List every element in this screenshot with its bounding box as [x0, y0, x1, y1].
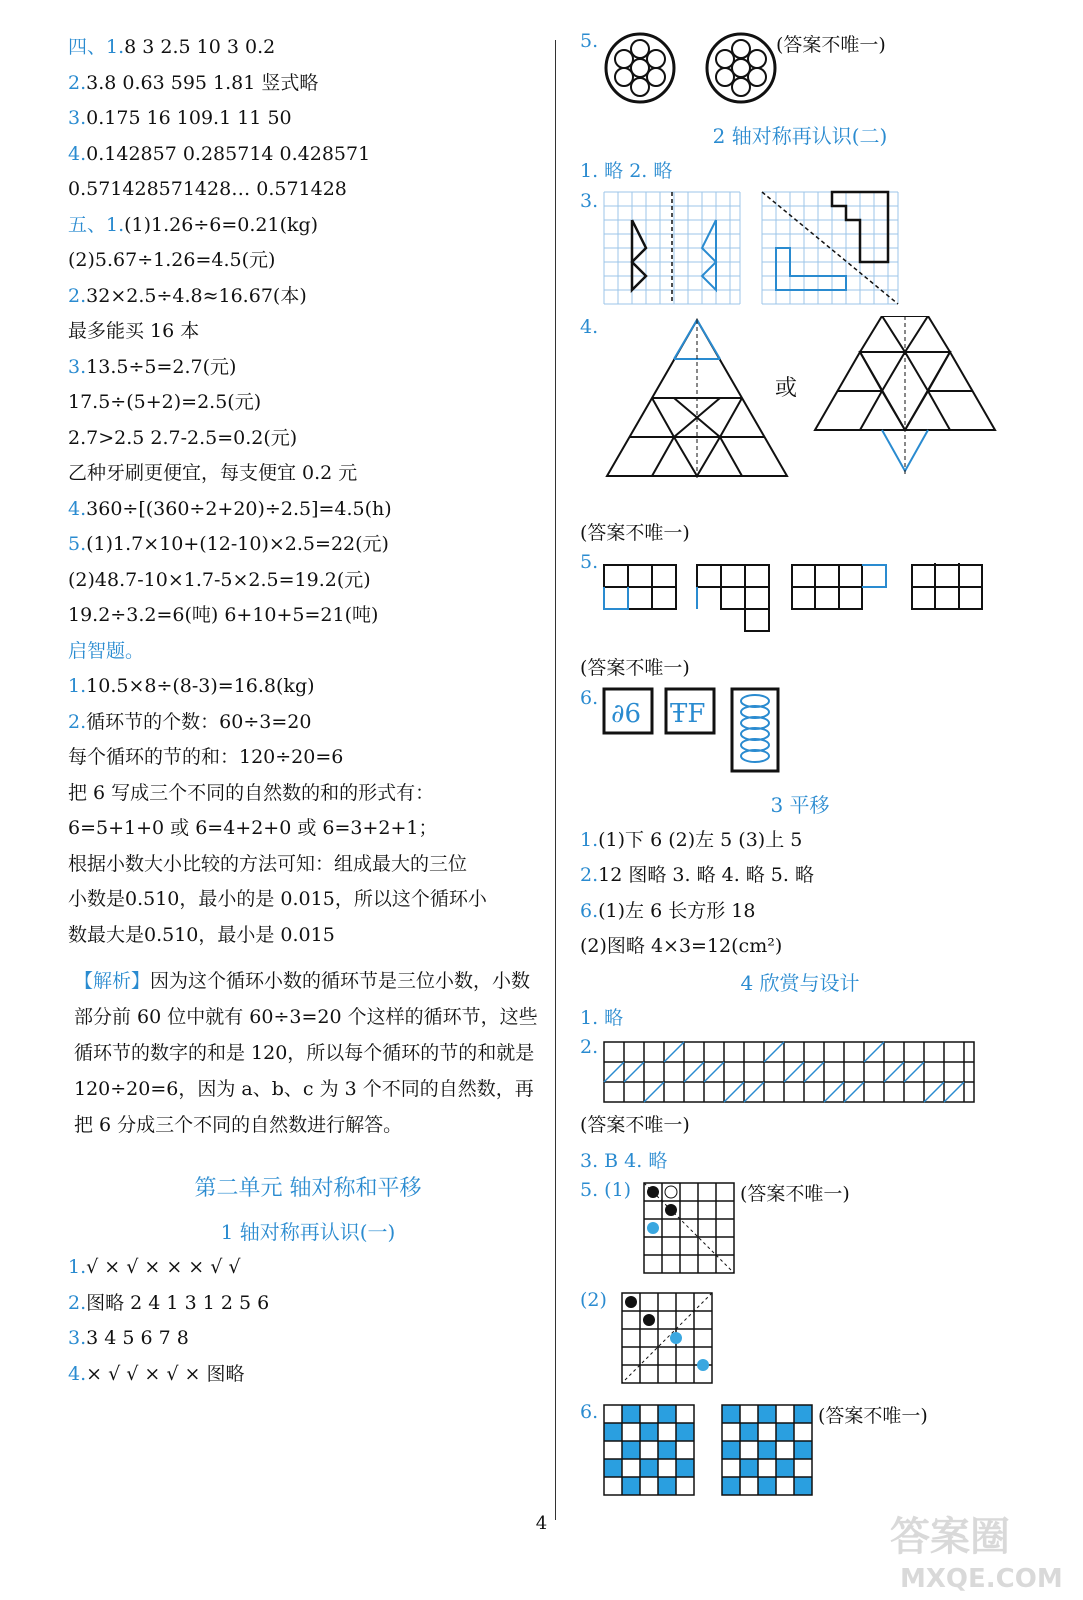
- answer-line: [68, 740, 548, 776]
- question-number: 1.: [580, 828, 599, 851]
- answer-line: [68, 101, 548, 137]
- answer-text: (1)下 6 (2)左 5 (3)上 5: [598, 828, 803, 851]
- s2-q5-row: [580, 551, 1020, 651]
- section3-line: [580, 858, 1020, 894]
- answer-text: 数最大是0.510，最小是 0.015: [68, 923, 335, 946]
- section-title-1: 1 轴对称再认识(一): [220, 1220, 396, 1244]
- answer-text: 2.7>2.5 2.7-2.5=0.2(元): [68, 426, 298, 449]
- s4-q2-row: [580, 1036, 1020, 1108]
- svg-text:答案圈: 答案圈: [890, 1514, 1010, 1560]
- answer-line: [68, 776, 548, 812]
- answer-text: 图略 2 4 1 3 1 2 5 6: [86, 1291, 270, 1314]
- answer-text: (2)5.67÷1.26=4.5(元): [68, 249, 276, 271]
- q5-number: 5.: [580, 30, 599, 52]
- page-number: 4: [535, 1513, 548, 1534]
- left-column: [68, 30, 548, 1392]
- s2-q3-number: 3.: [580, 189, 599, 212]
- triangle-figure-1: [602, 316, 792, 486]
- answer-text: (2)48.7-10×1.7-5×2.5=19.2(元): [68, 568, 371, 591]
- svg-text:∂6: ∂6: [611, 698, 641, 729]
- answer-line: [68, 172, 548, 208]
- s4-q5-1-row: [580, 1179, 1020, 1289]
- s4-q6-number: 6.: [580, 1401, 599, 1423]
- answer-text: 0.142857 0.285714 0.428571: [86, 142, 371, 165]
- s2-q6-number: 6.: [580, 686, 599, 709]
- answer-text: 根据小数大小比较的方法可知：组成最大的三位: [68, 852, 468, 875]
- question-number: 4.: [68, 1362, 87, 1385]
- answer-text: 10.5×8÷(8-3)=16.8(kg): [86, 675, 315, 697]
- answer-line: [68, 456, 548, 492]
- section3-line: [580, 823, 1020, 859]
- checker-figure-1: [602, 1403, 698, 1499]
- answer-line: [68, 669, 548, 705]
- answer-text: 乙种牙刷更便宜，每支便宜 0.2 元: [68, 462, 358, 484]
- checker-figure-2: [720, 1403, 816, 1499]
- q5-circles-row: [580, 30, 1020, 118]
- circle-pattern-figure-1: [602, 30, 682, 110]
- circle-pattern-figure-2: [703, 30, 783, 110]
- or-text: 或: [775, 375, 798, 401]
- answer-text: (1)左 6 长方形 18: [598, 899, 756, 922]
- s4-q5-2-row: [580, 1289, 1020, 1401]
- s2-q3-row: [580, 190, 1020, 316]
- go-board-figure-2: [620, 1291, 716, 1387]
- answer-text: 0.175 16 109.1 11 50: [86, 107, 292, 129]
- answer-text: × √ √ × √ × 图略: [86, 1362, 245, 1385]
- answer-text: 19.2÷3.2=6(吨) 6+10+5=21(吨): [68, 604, 379, 626]
- answer-line: [68, 385, 548, 421]
- s4-q2-number: 2.: [580, 1036, 599, 1058]
- svg-text:ŦF: ŦF: [670, 698, 706, 729]
- question-number: 3.: [68, 107, 87, 129]
- watermark-logo: [880, 1505, 1070, 1595]
- answer-line: [68, 527, 548, 563]
- answer-line: [68, 918, 548, 954]
- answer-line: [68, 137, 548, 173]
- symmetry-grid-figure-1: [602, 190, 742, 310]
- answer-text: 0.571428571428… 0.571428: [68, 178, 347, 200]
- answer-text: (1)1.26÷6=0.21(kg): [124, 213, 319, 236]
- answer-text: 360÷[(360÷2+20)÷2.5]=4.5(h): [86, 497, 392, 520]
- s4-q6-row: [580, 1401, 1020, 1501]
- question-number: 四、1.: [68, 36, 125, 58]
- s2-line-1: 1. 略 2. 略: [580, 160, 673, 182]
- net-figures: [602, 563, 1022, 653]
- answer-line: [68, 421, 548, 457]
- note-2: (答案不唯一): [580, 657, 690, 679]
- s2-q6-row: [580, 687, 1020, 787]
- answer-line: [68, 634, 548, 670]
- question-number: 1.: [68, 675, 87, 697]
- question-number: 2.: [68, 1291, 87, 1314]
- question-number: 5.: [68, 533, 87, 555]
- answer-text: √ × √ × × × √ √: [86, 1256, 241, 1278]
- answer-line: [68, 243, 548, 279]
- answer-line: [68, 598, 548, 634]
- answer-line: [68, 492, 548, 528]
- question-number: 3.: [68, 355, 87, 378]
- note-1: (答案不唯一): [580, 521, 690, 544]
- section1-lines: [68, 1250, 548, 1392]
- triangle-figure-2: [810, 316, 1000, 486]
- symmetric-letter-figures: [602, 687, 802, 779]
- analysis-text: 因为这个循环小数的循环节是三位小数，小数部分前 60 位中就有 60÷3=20 个这样的循环节，这些循环节的数字的和是 120，所以每个循环的节的和就是 120÷20=6，因为 a、b、c 为 3 个不同的自然数，再把 6 分成三个不同的自然数进行解答。: [74, 970, 538, 1136]
- note-3: (答案不唯一): [580, 1114, 690, 1136]
- unit-title: 第二单元 轴对称和平移: [194, 1176, 422, 1201]
- note-4: (答案不唯一): [740, 1183, 850, 1205]
- answer-line: [68, 350, 548, 386]
- answer-text: 3 4 5 6 7 8: [86, 1327, 189, 1349]
- section3-line: [580, 894, 1020, 930]
- answer-text: (2)图略 4×3=12(cm²): [580, 935, 783, 957]
- question-number: 4.: [68, 142, 87, 165]
- go-board-figure-1: [642, 1181, 738, 1277]
- section-title-2: 2 轴对称再认识(二): [712, 124, 888, 148]
- answer-line: [68, 314, 548, 350]
- s2-q5-number: 5.: [580, 551, 599, 573]
- analysis-tag: 【解析】: [74, 970, 151, 992]
- question-number: 2.: [68, 71, 87, 94]
- section-title-4: 4 欣赏与设计: [740, 970, 860, 995]
- question-number: 2.: [580, 864, 599, 886]
- answer-text: 3.8 0.63 595 1.81 竖式略: [86, 71, 319, 94]
- question-number: 6.: [580, 899, 599, 922]
- section-title-3: 3 平移: [770, 792, 830, 817]
- answer-line: [68, 882, 548, 918]
- answer-text: 小数是0.510，最小的是 0.015，所以这个循环小: [68, 888, 487, 910]
- question-number: 五、1.: [68, 213, 125, 236]
- answer-text: 每个循环的节的和：120÷20=6: [68, 746, 344, 768]
- answer-text: 17.5÷(5+2)=2.5(元): [68, 391, 262, 413]
- section3-lines: [580, 823, 1020, 965]
- question-number: 1.: [68, 1256, 87, 1278]
- s4-q3: 3. B 4. 略: [580, 1149, 668, 1172]
- answer-text: 把 6 写成三个不同的自然数的和的形式有：: [68, 781, 435, 804]
- answer-line: [68, 208, 548, 244]
- answer-text: 6=5+1+0 或 6=4+2+0 或 6=3+2+1；: [68, 817, 438, 839]
- svg-text:MXQE.COM: MXQE.COM: [900, 1564, 1063, 1594]
- answer-text: 12 图略 3. 略 4. 略 5. 略: [598, 864, 814, 886]
- section1-line: [68, 1321, 548, 1357]
- pattern-strip-figure: [602, 1040, 978, 1106]
- answer-line: [68, 563, 548, 599]
- answer-text: 最多能买 16 本: [68, 320, 200, 342]
- column-divider: [555, 40, 556, 1520]
- answer-text: (1)1.7×10+(12-10)×2.5=22(元): [86, 533, 389, 555]
- symmetry-grid-figure-2: [760, 190, 900, 310]
- answer-text: 32×2.5÷4.8≈16.67(本): [86, 284, 307, 307]
- answer-line: [68, 30, 548, 66]
- section3-line: [580, 929, 1020, 965]
- s2-q4-number: 4.: [580, 315, 599, 338]
- answer-line: [68, 705, 548, 741]
- answer-text: 8 3 2.5 10 3 0.2: [124, 36, 276, 58]
- question-number: 3.: [68, 1327, 87, 1349]
- answer-text: 循环节的个数：60÷3=20: [86, 710, 312, 733]
- s2-q4-row: [580, 316, 1020, 516]
- answer-line: [68, 279, 548, 315]
- answer-line: [68, 66, 548, 102]
- right-column: [580, 30, 1020, 1501]
- answer-text: 13.5÷5=2.7(元): [86, 355, 237, 378]
- section1-line: [68, 1286, 548, 1322]
- note-5: (答案不唯一): [818, 1405, 928, 1427]
- section1-line: [68, 1357, 548, 1393]
- question-number: 4.: [68, 497, 87, 520]
- s4-q1: 1. 略: [580, 1006, 624, 1029]
- q5-note: (答案不唯一): [776, 34, 886, 56]
- answer-line: [68, 811, 548, 847]
- answer-lines: [68, 30, 548, 953]
- s4-q5-1-label: 5. (1): [580, 1179, 632, 1201]
- answer-line: [68, 847, 548, 883]
- question-number: 2.: [68, 284, 87, 307]
- analysis-paragraph: [68, 963, 544, 1143]
- section1-line: [68, 1250, 548, 1286]
- question-number: 2.: [68, 710, 87, 733]
- s4-q5-2-label: (2): [580, 1289, 607, 1311]
- question-number: 启智题。: [68, 639, 145, 662]
